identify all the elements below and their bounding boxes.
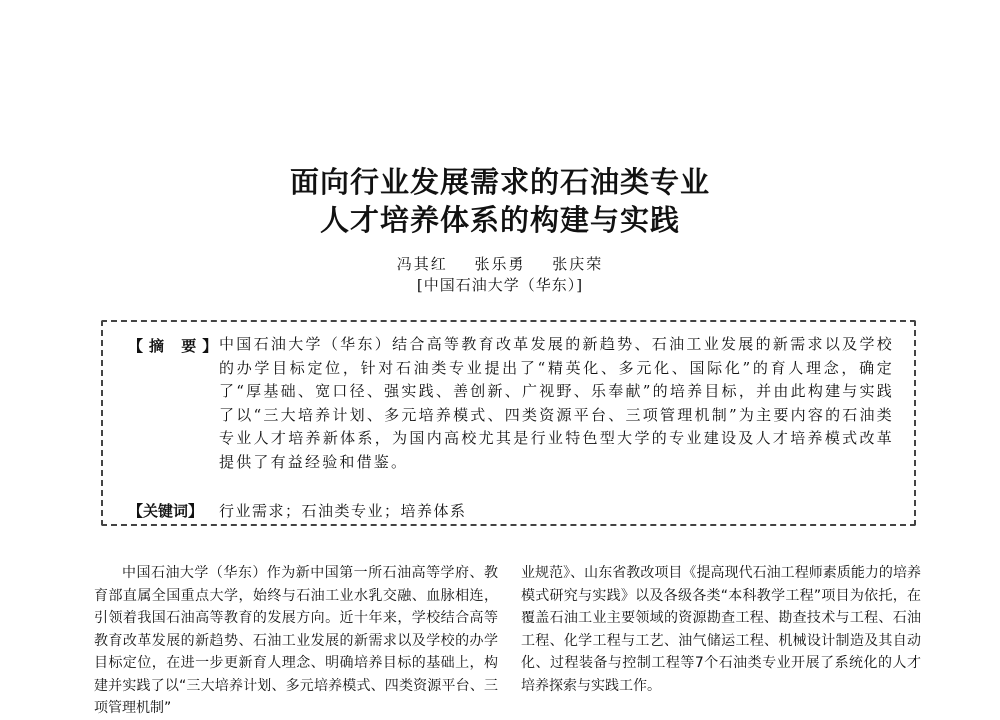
author-list — [0, 253, 1000, 274]
affiliation: [中国石油大学（华东）] — [416, 276, 584, 294]
body-column-right: 业规范》、山东省教改项目《提高现代石油工程师素质能力的培养模式研究与实践》以及各级各类“本科教学工程”项目为依托，在覆盖石油工业主要领域的资源勘查工程、勘查技术与工程、石油工程、化学工程与工艺、油气储运工程、机械设计制造及其自动化、过程装备与控制工程等7个石油类专业开展了系统化的人才培养探索与实践工作。 — [521, 565, 921, 694]
paper-title-line2: 人才培养体系的构建与实践 — [319, 203, 680, 237]
keywords-text: 行业需求；石油类专业；培养体系 — [219, 502, 467, 520]
keywords-label: 【关键词】 — [128, 502, 204, 520]
paper-title-line1: 面向行业发展需求的石油类专业 — [289, 165, 710, 199]
author-name: 张乐勇 — [474, 255, 526, 273]
author-name: 冯其红 — [396, 255, 448, 273]
author-name: 张庆荣 — [552, 255, 604, 273]
abstract-label: 【摘 要】 — [128, 337, 224, 355]
body-column-left: 中国石油大学（华东）作为新中国第一所石油高等学府、教育部直属全国重点大学，始终与石油工业水乳交融、血脉相连，引领着我国石油高等教育的发展方向。近十年来，学校结合高等教育改革发展的新趋势、石油工业发展的新需求以及学校的办学目标定位，在进一步更新育人理念、明确培养目标的基础上，构建并实践了以“三大培养计划、多元培养模式、四类资源平台、三项管理机制” — [94, 565, 498, 716]
abstract-text: 中国石油大学（华东）结合高等教育改革发展的新趋势、石油工业发展的新需求以及学校的办学目标定位，针对石油类专业提出了“精英化、多元化、国际化”的育人理念，确定了“厚基础、宽口径、强实践、善创新、广视野、乐奉献”的培养目标，并由此构建与实践了以“三大培养计划、多元培养模式、四类资源平台、三项管理机制”为主要内容的石油类专业人才培养新体系，为国内高校尤其是行业特色型大学的专业建设及人才培养模式改革提供了有益经验和借鉴。 — [219, 335, 894, 471]
